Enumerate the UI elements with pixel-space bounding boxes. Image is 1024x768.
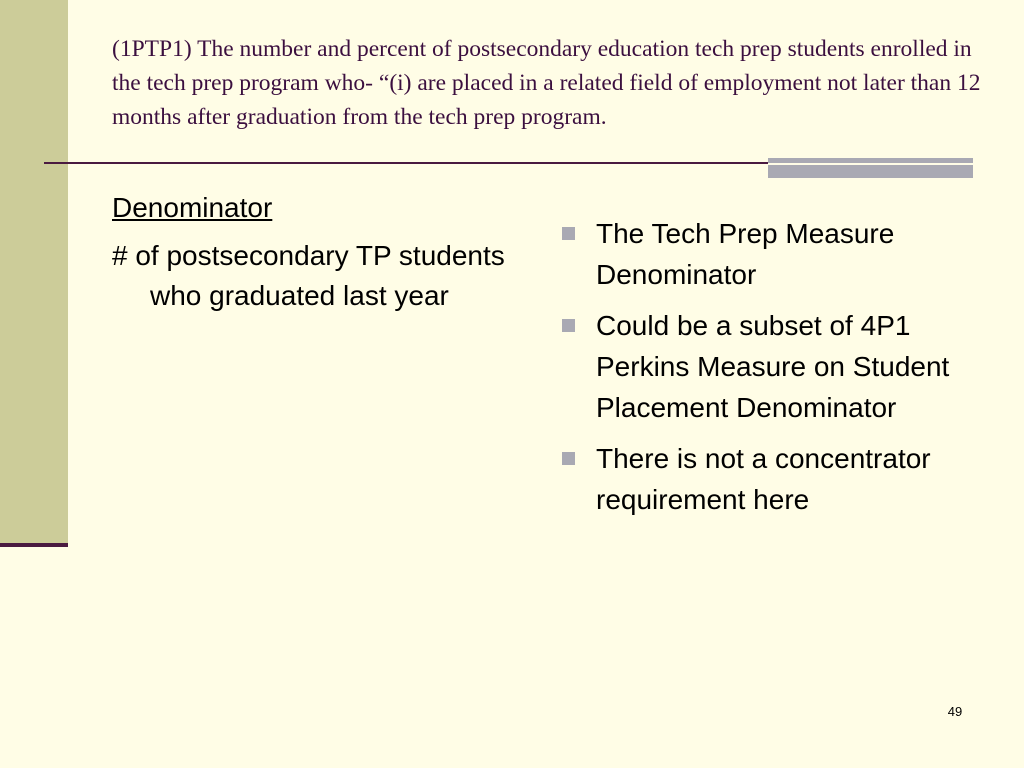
bullet-list	[560, 213, 960, 530]
bullet-text: The Tech Prep Measure Denominator	[596, 218, 895, 290]
denominator-description: # of postsecondary TP students who graduated last year	[112, 240, 505, 311]
square-bullet-icon	[562, 319, 575, 332]
denominator-heading: Denominator	[112, 192, 273, 223]
title-divider	[44, 162, 770, 164]
left-decorative-band	[0, 0, 68, 545]
slide-title: (1PTP1) The number and percent of postsecondary education tech prep students enrolled in the tech prep program who- “(i) are placed in a related field of employment not later than 12 months after graduation from the tech prep program.	[112, 36, 981, 130]
bullet-item	[560, 213, 960, 295]
bullet-text: Could be a subset of 4P1 Perkins Measure on Student Placement Denominator	[596, 310, 950, 423]
bullet-item	[560, 438, 960, 520]
bullet-text: There is not a concentrator requirement here	[596, 443, 931, 515]
title-accent-bar	[768, 158, 973, 178]
square-bullet-icon	[562, 452, 575, 465]
left-column	[112, 190, 532, 316]
bullet-item	[560, 305, 960, 428]
page-number: 49	[947, 704, 963, 719]
square-bullet-icon	[562, 227, 575, 240]
left-band-rule	[0, 543, 68, 547]
